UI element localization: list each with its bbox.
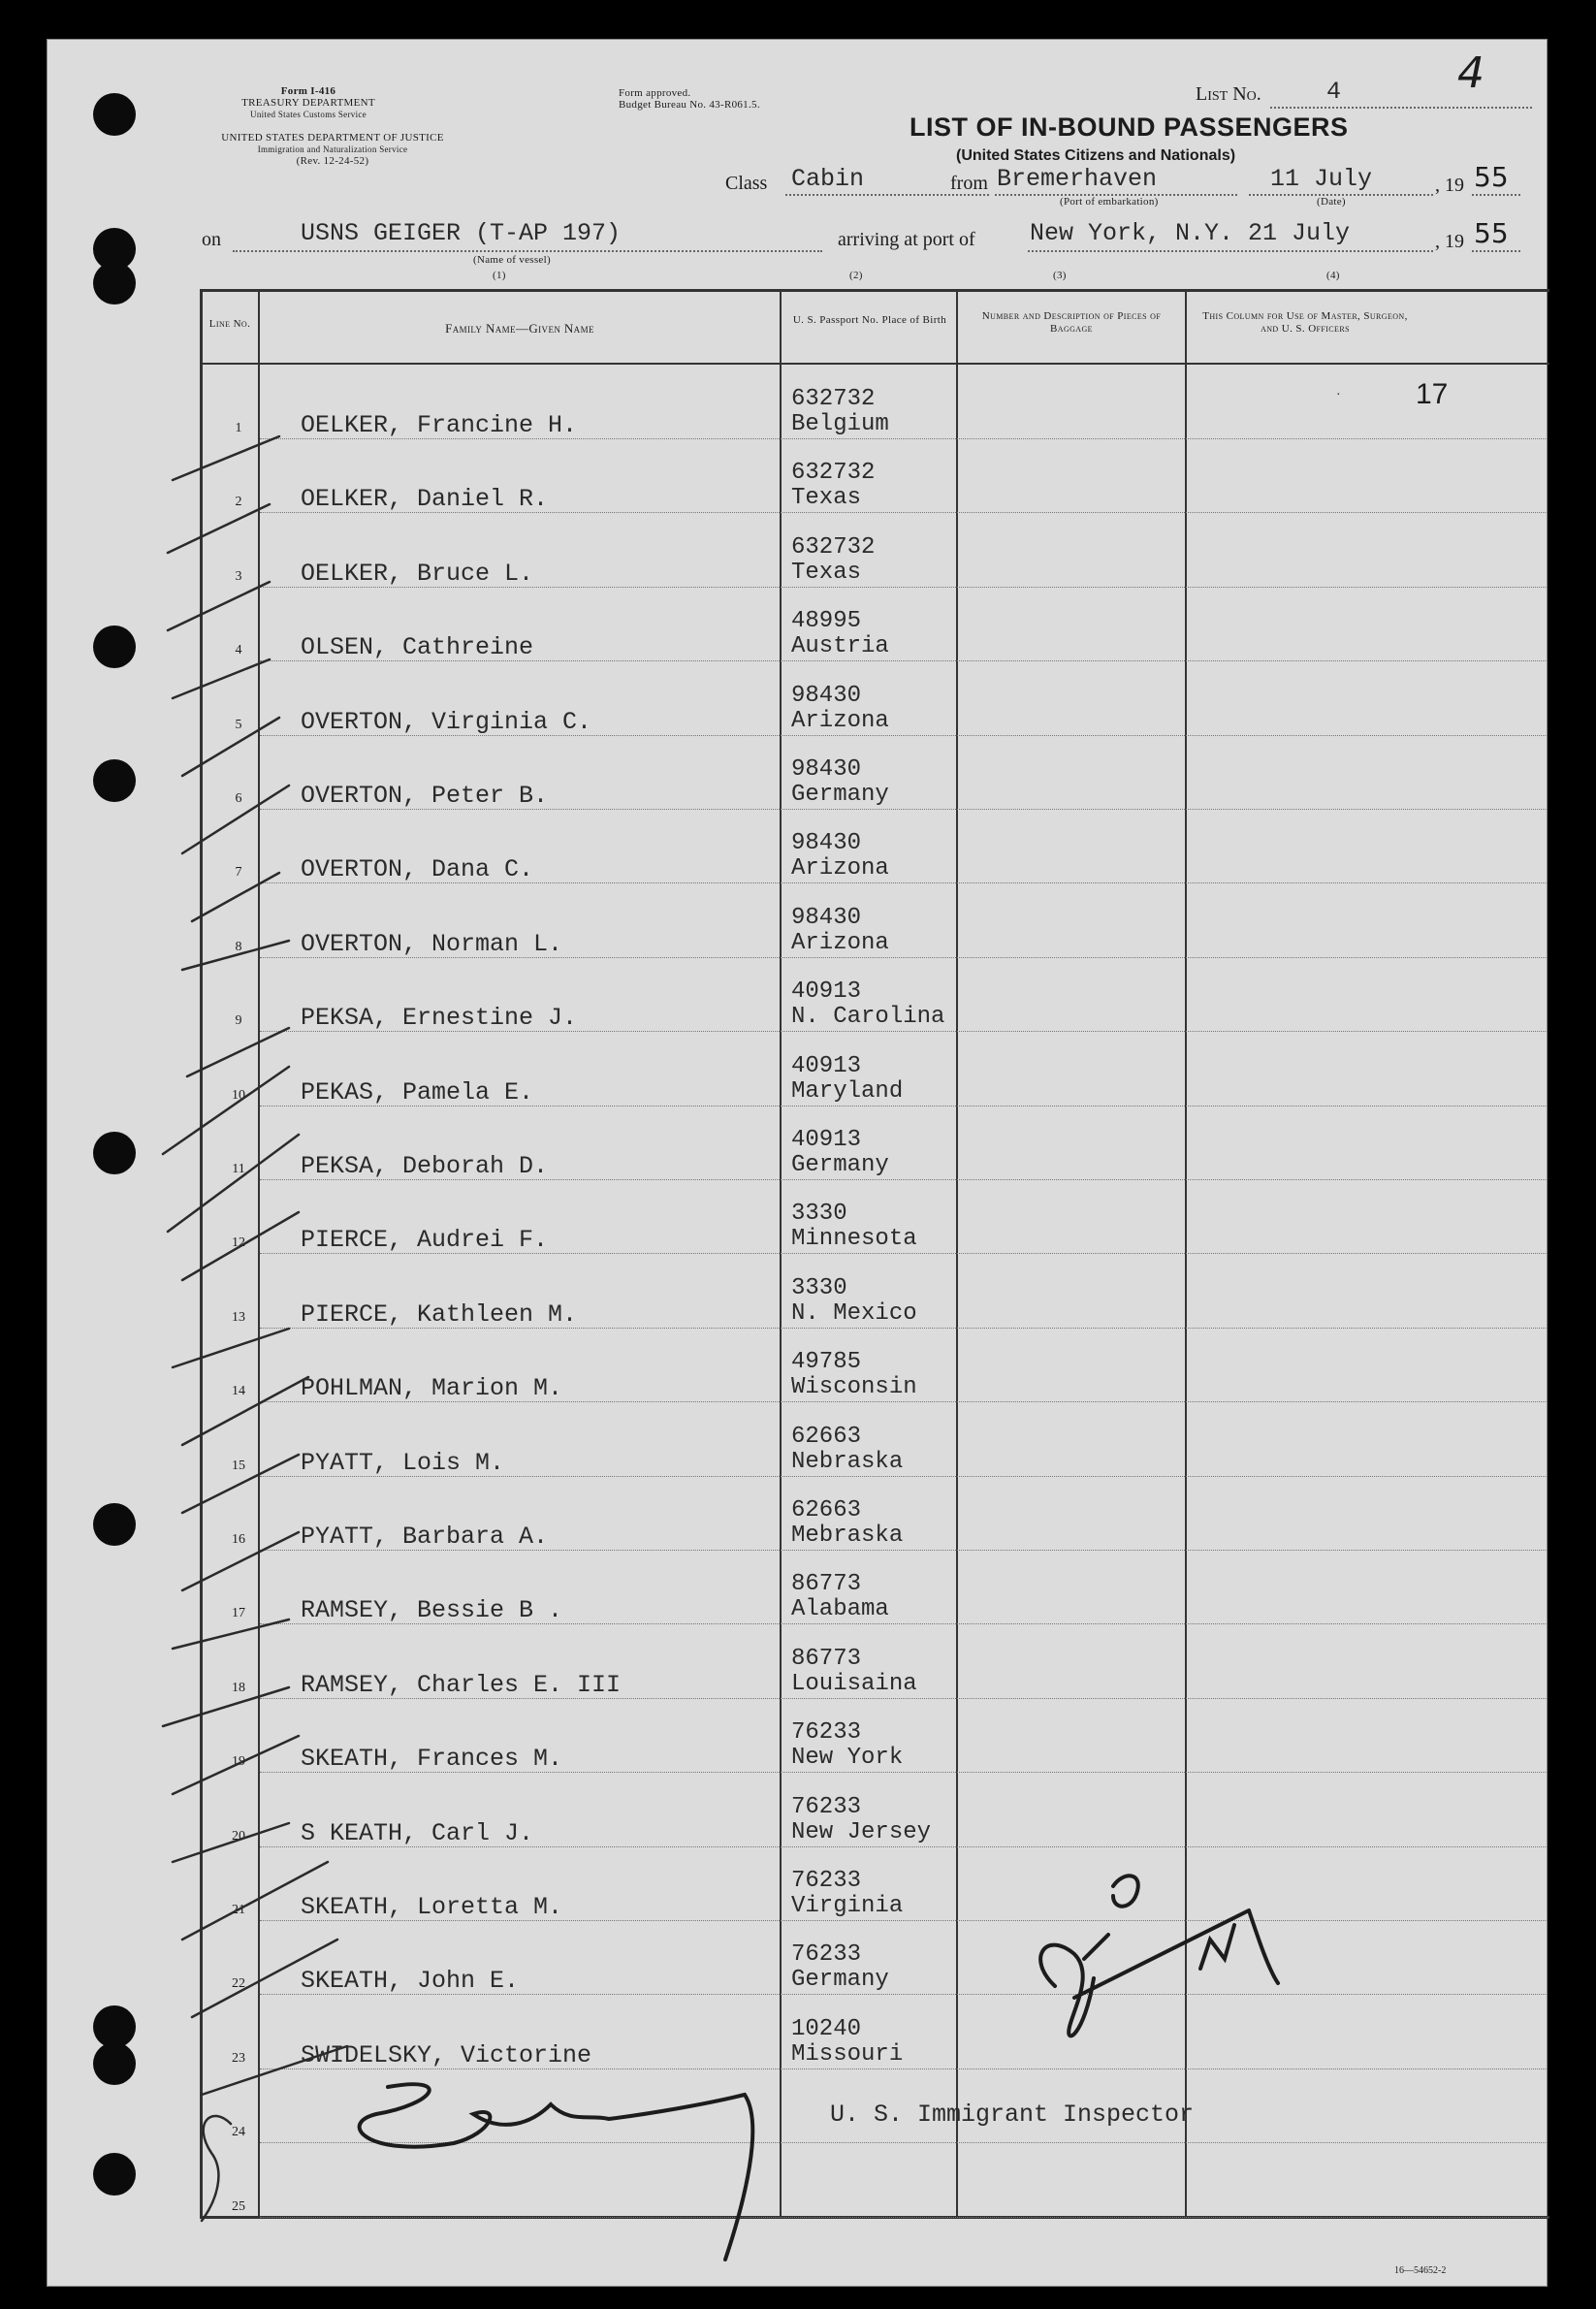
passenger-name: OLSEN, Cathreine [301, 633, 534, 662]
port-of-embarkation: Bremerhaven [997, 165, 1158, 193]
col-num-2: (2) [849, 270, 863, 281]
page-subtitle: (United States Citizens and Nationals) [956, 147, 1236, 164]
col-num-4: (4) [1326, 270, 1340, 281]
vessel-caption: (Name of vessel) [473, 254, 551, 266]
budget-bureau: Budget Bureau No. 43-R061.5. [619, 99, 760, 111]
place-of-birth: Arizona [791, 929, 889, 956]
passport-number: 632732 [791, 533, 876, 561]
passenger-name: POHLMAN, Marion M. [301, 1374, 563, 1403]
punch-hole [93, 2153, 136, 2196]
passenger-name: PYATT, Barbara A. [301, 1523, 549, 1551]
arrival-year: 55 [1474, 217, 1509, 249]
line-number: 11 [232, 1162, 245, 1176]
passport-number: 98430 [791, 682, 862, 709]
page-title: LIST OF IN-BOUND PASSENGERS [910, 112, 1349, 142]
passenger-name: S KEATH, Carl J. [301, 1818, 534, 1847]
place-of-birth: Austria [791, 633, 889, 660]
punch-hole [93, 262, 136, 305]
passport-number: 48995 [791, 608, 862, 635]
passenger-name: RAMSEY, Bessie B . [301, 1596, 563, 1625]
passport-number: 76233 [791, 1941, 862, 1969]
passport-number: 76233 [791, 1793, 862, 1820]
passport-number: 98430 [791, 904, 862, 931]
place-of-birth: N. Carolina [791, 1004, 945, 1031]
passport-number: 40913 [791, 978, 862, 1006]
departure-year: 55 [1474, 161, 1509, 193]
form-revision: (Rev. 12-24-52) [296, 155, 369, 167]
dept-treasury: TREASURY DEPARTMENT [241, 97, 375, 109]
passport-number: 632732 [791, 460, 876, 487]
stray-mark: · [1336, 388, 1341, 402]
passport-number: 49785 [791, 1349, 862, 1376]
departure-date: 11 July [1270, 165, 1373, 193]
place-of-birth: Wisconsin [791, 1374, 917, 1401]
place-of-birth: New York [791, 1745, 904, 1772]
class-value: Cabin [791, 165, 865, 193]
line-number: 22 [232, 1976, 245, 1992]
line-number: 7 [235, 865, 242, 881]
line-number: 21 [232, 1903, 245, 1917]
line-number: 1 [235, 421, 242, 435]
place-of-birth: Virginia [791, 1893, 904, 1919]
passport-number: 98430 [791, 756, 862, 783]
passport-number: 632732 [791, 386, 876, 412]
line-number: 2 [235, 495, 242, 510]
place-of-birth: Arizona [791, 855, 889, 882]
place-of-birth: Alabama [791, 1596, 889, 1623]
punch-hole [93, 93, 136, 136]
year-prefix-1: , 19 [1435, 175, 1464, 196]
passenger-name: OVERTON, Virginia C. [301, 707, 592, 736]
passenger-name: OELKER, Daniel R. [301, 485, 549, 514]
line-number: 5 [235, 717, 242, 732]
line-number: 18 [232, 1680, 245, 1695]
passport-number: 3330 [791, 1201, 847, 1228]
dept-justice: UNITED STATES DEPARTMENT OF JUSTICE [221, 132, 444, 144]
passport-number: 10240 [791, 2015, 862, 2042]
line-number: 9 [235, 1013, 242, 1029]
place-of-birth: Germany [791, 1152, 889, 1178]
line-number: 13 [232, 1309, 245, 1325]
place-of-birth: Mebraska [791, 1523, 904, 1549]
passport-number: 62663 [791, 1423, 862, 1450]
date-caption: (Date) [1317, 196, 1346, 208]
col-header-passport: U. S. Passport No. Place of Birth [792, 314, 947, 326]
passport-number: 62663 [791, 1497, 862, 1523]
signature-scribble [360, 2084, 753, 2260]
col-num-3: (3) [1053, 270, 1067, 281]
form-approved: Form approved. [619, 87, 691, 99]
place-of-birth: Minnesota [791, 1226, 917, 1253]
passport-number: 86773 [791, 1571, 862, 1598]
passport-number: 76233 [791, 1719, 862, 1747]
line-number: 15 [232, 1458, 245, 1473]
list-no-label: List No. [1196, 83, 1261, 105]
punch-hole [93, 1132, 136, 1174]
place-of-birth: Maryland [791, 1077, 904, 1105]
inspector-label: U. S. Immigrant Inspector [830, 2101, 1195, 2129]
passenger-name: PIERCE, Audrei F. [301, 1226, 549, 1255]
from-label: from [950, 173, 988, 194]
year-prefix-2: , 19 [1435, 231, 1464, 252]
place-of-birth: Missouri [791, 2040, 904, 2068]
handwritten-initials [1040, 1876, 1278, 2036]
passport-number: 98430 [791, 830, 862, 857]
col-header-line-no: Line No. [208, 318, 251, 330]
line-number: 19 [232, 1754, 245, 1770]
check-marks [163, 436, 347, 2221]
line-number: 24 [232, 2125, 245, 2140]
punch-hole [93, 2042, 136, 2085]
footer-form-code: 16—54652-2 [1394, 2265, 1447, 2276]
line-number: 23 [232, 2050, 245, 2066]
passport-number: 40913 [791, 1052, 862, 1079]
passenger-name: PYATT, Lois M. [301, 1448, 505, 1477]
passport-number: 86773 [791, 1645, 862, 1672]
passenger-name: PIERCE, Kathleen M. [301, 1299, 578, 1329]
officer-column-note: 17 [1416, 378, 1449, 410]
line-number: 14 [232, 1384, 245, 1399]
line-number: 20 [232, 1828, 245, 1844]
port-embarkation-caption: (Port of embarkation) [1060, 196, 1159, 208]
passenger-name: OVERTON, Dana C. [301, 855, 534, 884]
line-number: 4 [235, 643, 242, 658]
passport-number: 40913 [791, 1127, 862, 1153]
passport-number: 76233 [791, 1868, 862, 1894]
line-number: 8 [235, 939, 242, 954]
passenger-name: PEKAS, Pamela E. [301, 1077, 534, 1106]
place-of-birth: Arizona [791, 707, 889, 734]
line-number: 17 [232, 1606, 245, 1621]
place-of-birth: N. Mexico [791, 1299, 917, 1327]
passenger-manifest-page [47, 39, 1548, 2287]
list-no-value: 4 [1326, 78, 1342, 106]
punch-hole [93, 759, 136, 802]
passenger-name: SKEATH, Frances M. [301, 1745, 563, 1774]
passport-number: 3330 [791, 1274, 847, 1301]
arriving-label: arriving at port of [838, 229, 975, 250]
vessel-name: USNS GEIGER (T-AP 197) [301, 219, 622, 247]
place-of-birth: Nebraska [791, 1448, 904, 1475]
line-number: 10 [232, 1087, 245, 1103]
place-of-birth: Texas [791, 559, 862, 586]
on-label: on [202, 229, 221, 250]
col-header-baggage: Number and Description of Pieces of Baggage [981, 310, 1162, 335]
place-of-birth: Germany [791, 782, 889, 808]
passenger-name: PEKSA, Ernestine J. [301, 1004, 578, 1033]
passenger-name: OVERTON, Norman L. [301, 929, 563, 958]
col-header-officers: This Column for Use of Master, Surgeon, and U. S. Officers [1202, 310, 1408, 335]
passenger-name: OELKER, Bruce L. [301, 559, 534, 588]
handwritten-page-number: 4 [1457, 48, 1484, 98]
passenger-name: SKEATH, John E. [301, 1967, 520, 1996]
place-of-birth: Texas [791, 485, 862, 512]
col-header-name: Family Name—Given Name [445, 321, 594, 336]
place-of-birth: Belgium [791, 411, 889, 437]
place-of-birth: Louisaina [791, 1670, 917, 1697]
dept-customs: United States Customs Service [250, 110, 367, 119]
line-number: 6 [235, 791, 242, 806]
handwritten-annotations [47, 39, 1548, 2287]
col-num-1: (1) [493, 270, 506, 281]
passenger-name: OVERTON, Peter B. [301, 782, 549, 810]
place-of-birth: New Jersey [791, 1818, 932, 1845]
line-number: 12 [232, 1235, 245, 1251]
punch-hole [93, 625, 136, 668]
form-number: Form I-416 [280, 85, 336, 97]
arrival-port-date: New York, N.Y. 21 July [1030, 219, 1351, 247]
line-number: 3 [235, 568, 242, 584]
passenger-name: RAMSEY, Charles E. III [301, 1670, 622, 1699]
passenger-name: SWIDELSKY, Victorine [301, 2040, 592, 2069]
line-number: 16 [232, 1532, 245, 1547]
line-number: 25 [232, 2198, 245, 2214]
passenger-name: OELKER, Francine H. [301, 411, 578, 439]
dept-ins: Immigration and Naturalization Service [257, 144, 408, 154]
class-label: Class [725, 173, 768, 194]
passenger-name: PEKSA, Deborah D. [301, 1152, 549, 1180]
place-of-birth: Germany [791, 1967, 889, 1994]
passenger-name: SKEATH, Loretta M. [301, 1893, 563, 1921]
punch-hole [93, 1503, 136, 1546]
